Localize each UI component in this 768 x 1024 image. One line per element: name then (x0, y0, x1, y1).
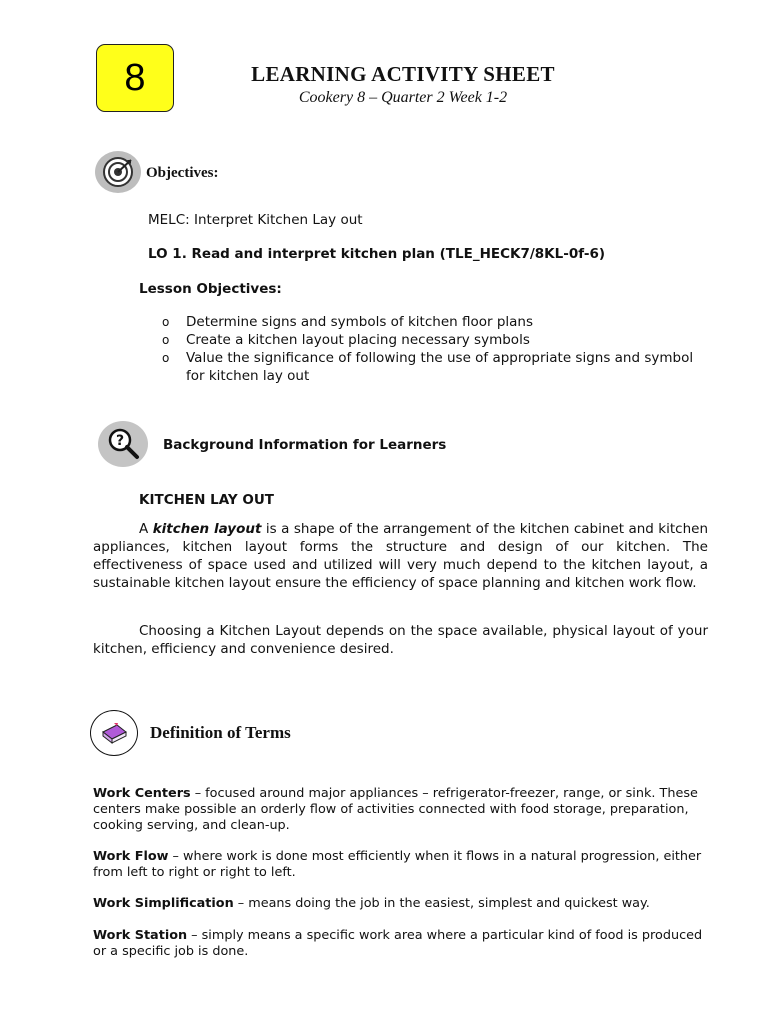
learning-outcome: LO 1. Read and interpret kitchen plan (TLE_HECK7/8KL-0f-6) (148, 246, 606, 262)
magnifier-question-icon (98, 421, 148, 467)
background-heading: Background Information for Learners (163, 437, 447, 453)
term-definition: – focused around major appliances – refrigerator-freezer, range, or sink. These centers make possible an orderly flow of activities connected with food storage, preparation, cooking serving, and clean-up. (93, 786, 698, 833)
target-icon (95, 151, 141, 193)
melc-text: MELC: Interpret Kitchen Lay out (148, 212, 363, 228)
term-work-flow (93, 849, 708, 881)
definitions-heading: Definition of Terms (150, 723, 291, 742)
kitchen-layout-term: kitchen layout (152, 521, 262, 537)
list-item: o Create a kitchen layout placing necessary symbols (162, 331, 702, 349)
book-icon (90, 710, 138, 756)
term-name: Work Simplification (93, 896, 234, 911)
kitchen-layout-paragraph (93, 520, 708, 592)
objectives-heading: Objectives: (146, 165, 219, 181)
lesson-objectives-heading: Lesson Objectives: (139, 281, 282, 297)
grade-badge (96, 44, 174, 112)
term-work-station (93, 928, 708, 960)
term-definition: – simply means a specific work area where a particular kind of food is produced or a specific job is done. (93, 928, 703, 959)
sheet-subtitle: Cookery 8 – Quarter 2 Week 1-2 (298, 89, 508, 106)
term-name: Work Station (93, 928, 188, 943)
svg-text:?: ? (115, 433, 125, 449)
objectives-list (162, 313, 702, 385)
term-work-simplification (93, 896, 708, 912)
term-name: Work Flow (93, 849, 169, 864)
list-item: o Value the significance of following the use of appropriate signs and symbol for kitchen lay out (162, 349, 702, 385)
list-item: o Determine signs and symbols of kitchen floor plans (162, 313, 702, 331)
choosing-layout-paragraph: Choosing a Kitchen Layout depends on the space available, physical layout of your kitchen, efficiency and convenience desired. (93, 623, 708, 657)
term-definition: – where work is done most efficiently when it flows in a natural progression, either from left to right or right to left. (93, 849, 702, 880)
section-title: KITCHEN LAY OUT (139, 492, 274, 508)
term-name: Work Centers (93, 786, 191, 801)
sheet-title: LEARNING ACTIVITY SHEET (251, 62, 555, 86)
term-work-centers (93, 786, 708, 834)
para-start: A (139, 521, 153, 537)
grade-number: 8 (124, 56, 146, 99)
para-rest: is a shape of the arrangement of the kitchen cabinet and kitchen appliances, kitchen layout forms the structure and design of our kitchen. The effectiveness of space used and utilized will very much depend to the kitchen layout, a sustainable kitchen layout ensure the efficiency of space planning and kitchen work flow. (93, 521, 709, 591)
term-definition: – means doing the job in the easiest, simplest and quickest way. (233, 896, 650, 911)
